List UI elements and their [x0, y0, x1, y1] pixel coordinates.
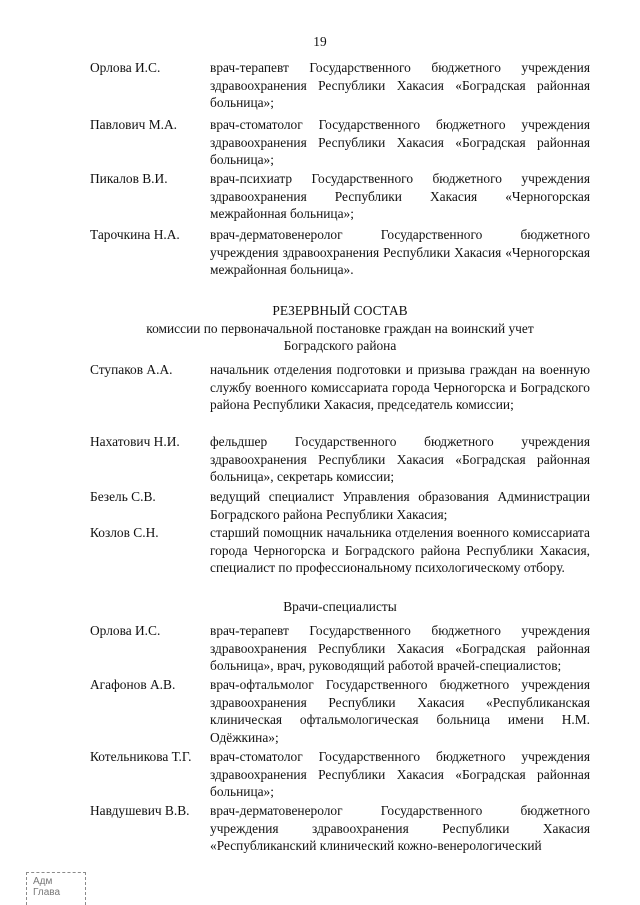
page-number: 19 — [313, 34, 327, 49]
member-role: фельдшер Государственного бюджетного учреждения здравоохранения Республики Хакасия «Боградская районная больница», секретарь комиссии; — [210, 434, 590, 485]
member-name: Безель С.В. — [90, 489, 156, 504]
member-name: Орлова И.С. — [90, 623, 161, 638]
stamp-line: Глава — [33, 887, 61, 898]
member-role: врач-психиатр Государственного бюджетного учреждения здравоохранения Республики Хакасия «Черногорская межрайонная больница»; — [210, 171, 590, 222]
member-name: Котельникова Т.Г. — [90, 749, 192, 764]
member-name: Агафонов А.В. — [90, 677, 176, 692]
member-name: Пикалов В.И. — [90, 171, 168, 186]
stamp-line: Адм — [33, 876, 53, 887]
member-name: Ступаков А.А. — [90, 362, 173, 377]
reserve-subtitle-district: Боградского района — [283, 338, 397, 353]
approval-stamp — [26, 872, 86, 905]
reserve-title: РЕЗЕРВНЫЙ СОСТАВ — [272, 303, 408, 318]
member-role: врач-дерматовенеролог Государственного бюджетного учреждения здравоохранения Республики Хакасия «Черногорская межрайонная больница». — [210, 227, 590, 278]
member-role: врач-офтальмолог Государственного бюджетного учреждения здравоохранения Республики Хакасия «Республиканская клиническая офтальмологическая больница имени Н.М. Одёжкина»; — [210, 677, 590, 745]
member-role: врач-терапевт Государственного бюджетного учреждения здравоохранения Республики Хакасия «Боградская районная больница», врач, руководящий работой врачей-специалистов; — [210, 623, 590, 674]
member-name: Павлович М.А. — [90, 117, 177, 132]
reserve-subtitle: комиссии по первоначальной постановке граждан на воинский учет — [146, 321, 534, 336]
member-role: врач-дерматовенеролог Государственного бюджетного учреждения здравоохранения Республики Хакасия «Республиканский клинический кожно-венерологический — [210, 803, 590, 854]
member-role: старший помощник начальника отделения военного комиссариата города Черногорска и Боградского района Республики Хакасия, специалист по профессиональному психологическому отбору. — [210, 525, 590, 576]
member-role: начальник отделения подготовки и призыва граждан на военную службу военного комиссариата города Черногорска и Боградского района Республики Хакасия, председатель комиссии; — [210, 362, 590, 413]
member-name: Тарочкина Н.А. — [90, 227, 180, 242]
specialists-heading: Врачи-специалисты — [283, 599, 397, 614]
member-role: ведущий специалист Управления образования Администрации Боградского района Республики Хакасия; — [210, 489, 590, 522]
member-name: Орлова И.С. — [90, 60, 161, 75]
member-name: Козлов С.Н. — [90, 525, 159, 540]
member-name: Навдушевич В.В. — [90, 803, 190, 818]
member-role: врач-стоматолог Государственного бюджетного учреждения здравоохранения Республики Хакасия «Боградская районная больница»; — [210, 749, 590, 800]
member-name: Нахатович Н.И. — [90, 434, 180, 449]
member-role: врач-терапевт Государственного бюджетного учреждения здравоохранения Республики Хакасия «Боградская районная больница»; — [210, 60, 590, 111]
member-role: врач-стоматолог Государственного бюджетного учреждения здравоохранения Республики Хакасия «Боградская районная больница»; — [210, 117, 590, 168]
